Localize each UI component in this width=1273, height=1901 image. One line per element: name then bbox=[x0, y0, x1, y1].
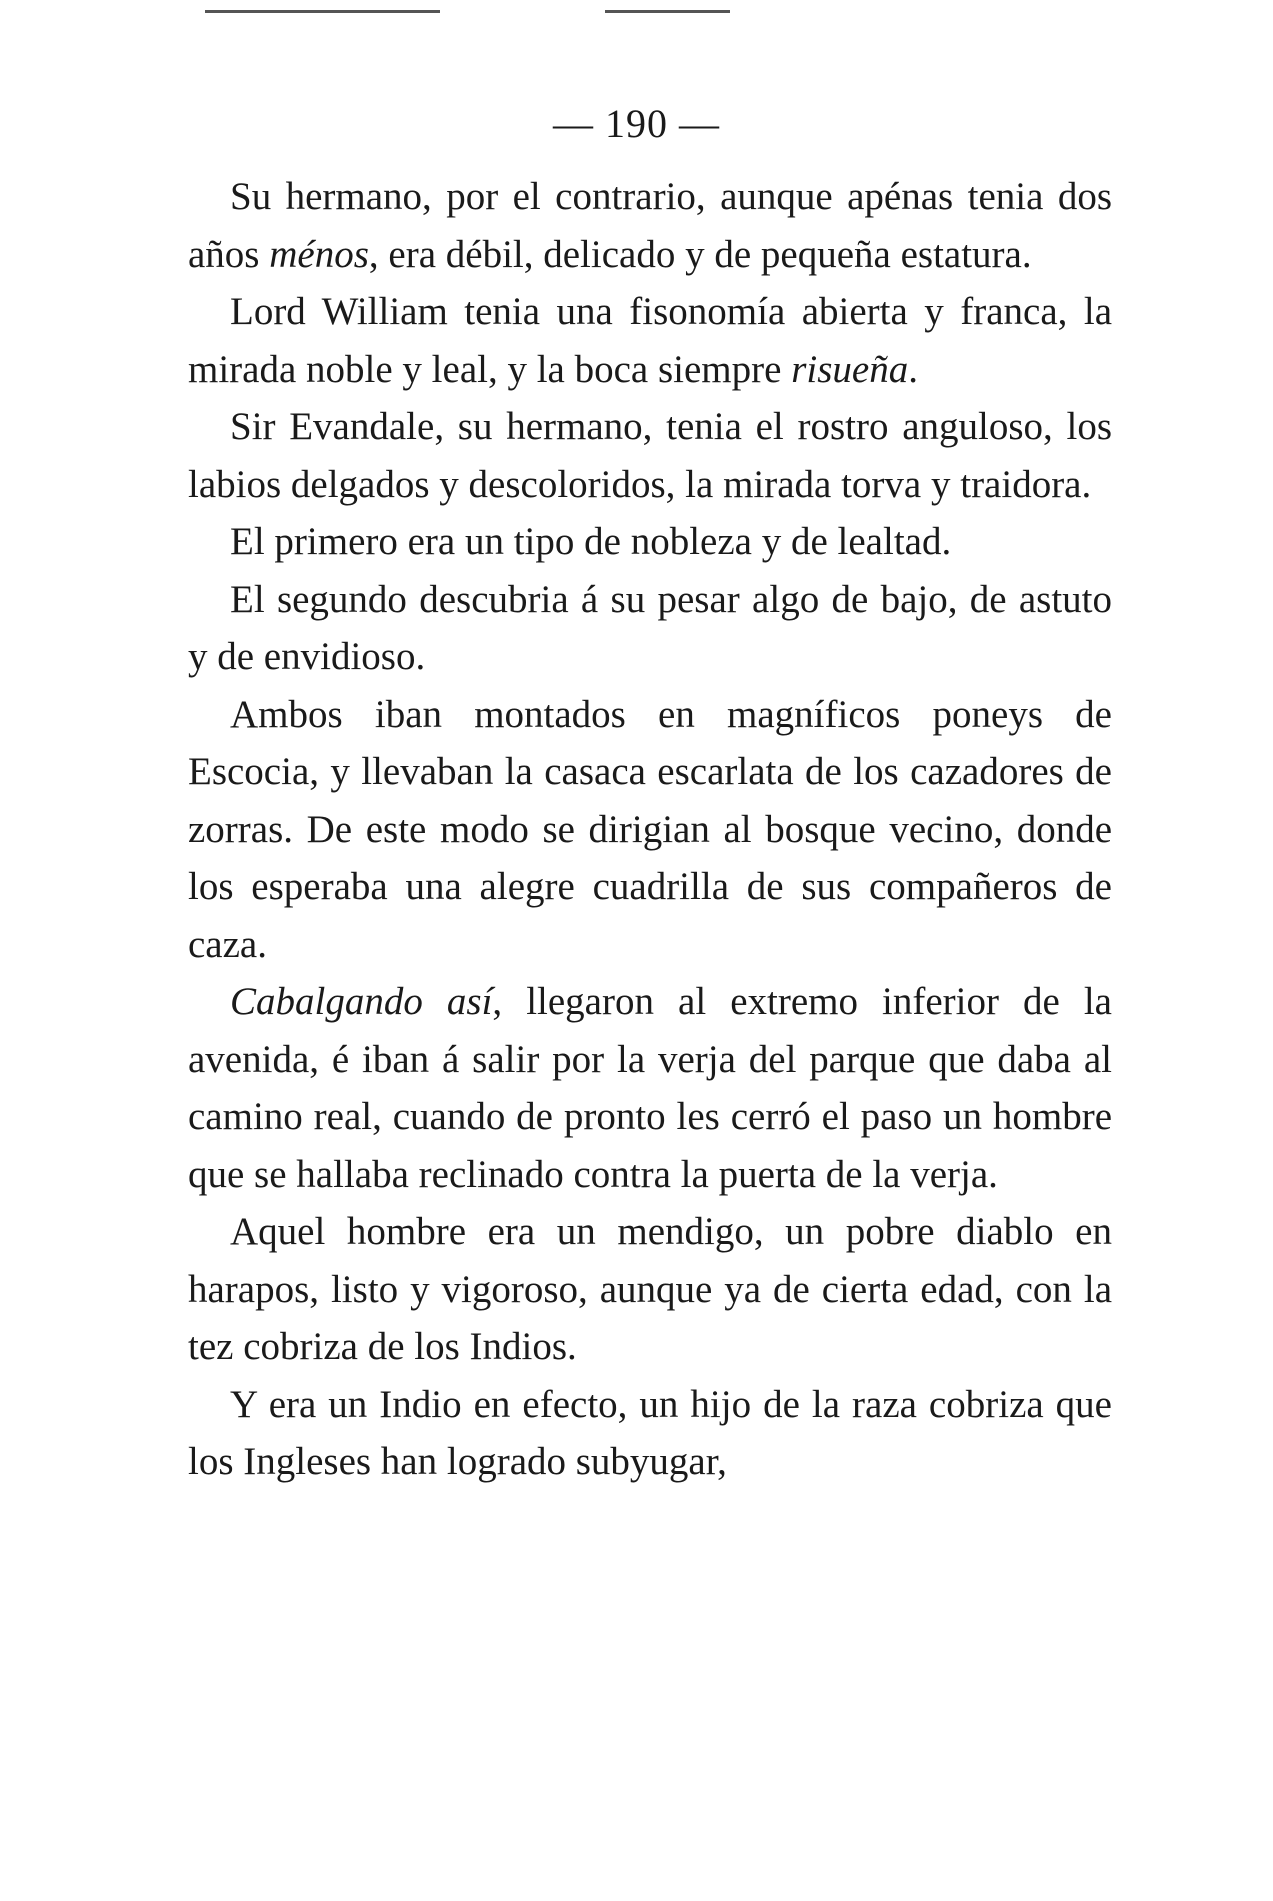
text-span: Y era un Indio en efecto, un hijo de la raza cobriza que los Ingleses han logrado subyugar, bbox=[188, 1382, 1112, 1483]
top-rule-left bbox=[205, 10, 440, 13]
page-body bbox=[188, 168, 1112, 1491]
paragraph-9 bbox=[188, 1376, 1112, 1491]
text-span: El segundo descubria á su pesar algo de bajo, de astuto y de envidioso. bbox=[188, 577, 1112, 678]
italic-span: ménos bbox=[269, 232, 369, 276]
text-span: El primero era un tipo de nobleza y de lealtad. bbox=[230, 520, 952, 563]
paragraph-4 bbox=[188, 513, 1112, 571]
italic-span: risueña bbox=[791, 347, 909, 391]
paragraph-5 bbox=[188, 571, 1112, 686]
paragraph-8 bbox=[188, 1203, 1112, 1376]
paragraph-3 bbox=[188, 398, 1112, 513]
text-span: Ambos iban montados en magníficos poneys de Escocia, y llevaban la casaca escarlata de los cazadores de zorras. De este modo se dirigian al bosque vecino, donde los esperaba una alegre cuadrilla de sus compañeros de caza. bbox=[188, 692, 1112, 966]
page-number: — 190 — bbox=[553, 101, 720, 146]
italic-span: Cabalgando así bbox=[230, 980, 493, 1023]
top-rule-right bbox=[605, 10, 730, 13]
paragraph-2 bbox=[188, 283, 1112, 398]
text-span: Sir Evandale, su hermano, tenia el rostro anguloso, los labios delgados y descoloridos, la mirada torva y traidora. bbox=[188, 405, 1112, 506]
paragraph-6 bbox=[188, 686, 1112, 974]
text-span: , era débil, delicado y de pequeña estatura. bbox=[368, 232, 1032, 276]
text-span: . bbox=[908, 347, 918, 391]
paragraph-7 bbox=[188, 973, 1112, 1203]
paragraph-1 bbox=[188, 168, 1112, 283]
text-span: Su hermano, por el contrario, aunque apénas tenia dos años bbox=[188, 175, 1112, 276]
text-span: Aquel hombre era un mendigo, un pobre diablo en harapos, listo y vigoroso, aunque ya de cierta edad, con la tez cobriza de los Indios. bbox=[188, 1210, 1112, 1368]
text-span: , llegaron al extremo inferior de la avenida, é iban á salir por la verja del parque que daba al camino real, cuando de pronto les cerró el paso un hombre que se hallaba reclinado contra la puerta de la verja. bbox=[188, 980, 1112, 1196]
text-span: Lord William tenia una fisonomía abierta y franca, la mirada noble y leal, y la boca siempre bbox=[188, 290, 1112, 391]
